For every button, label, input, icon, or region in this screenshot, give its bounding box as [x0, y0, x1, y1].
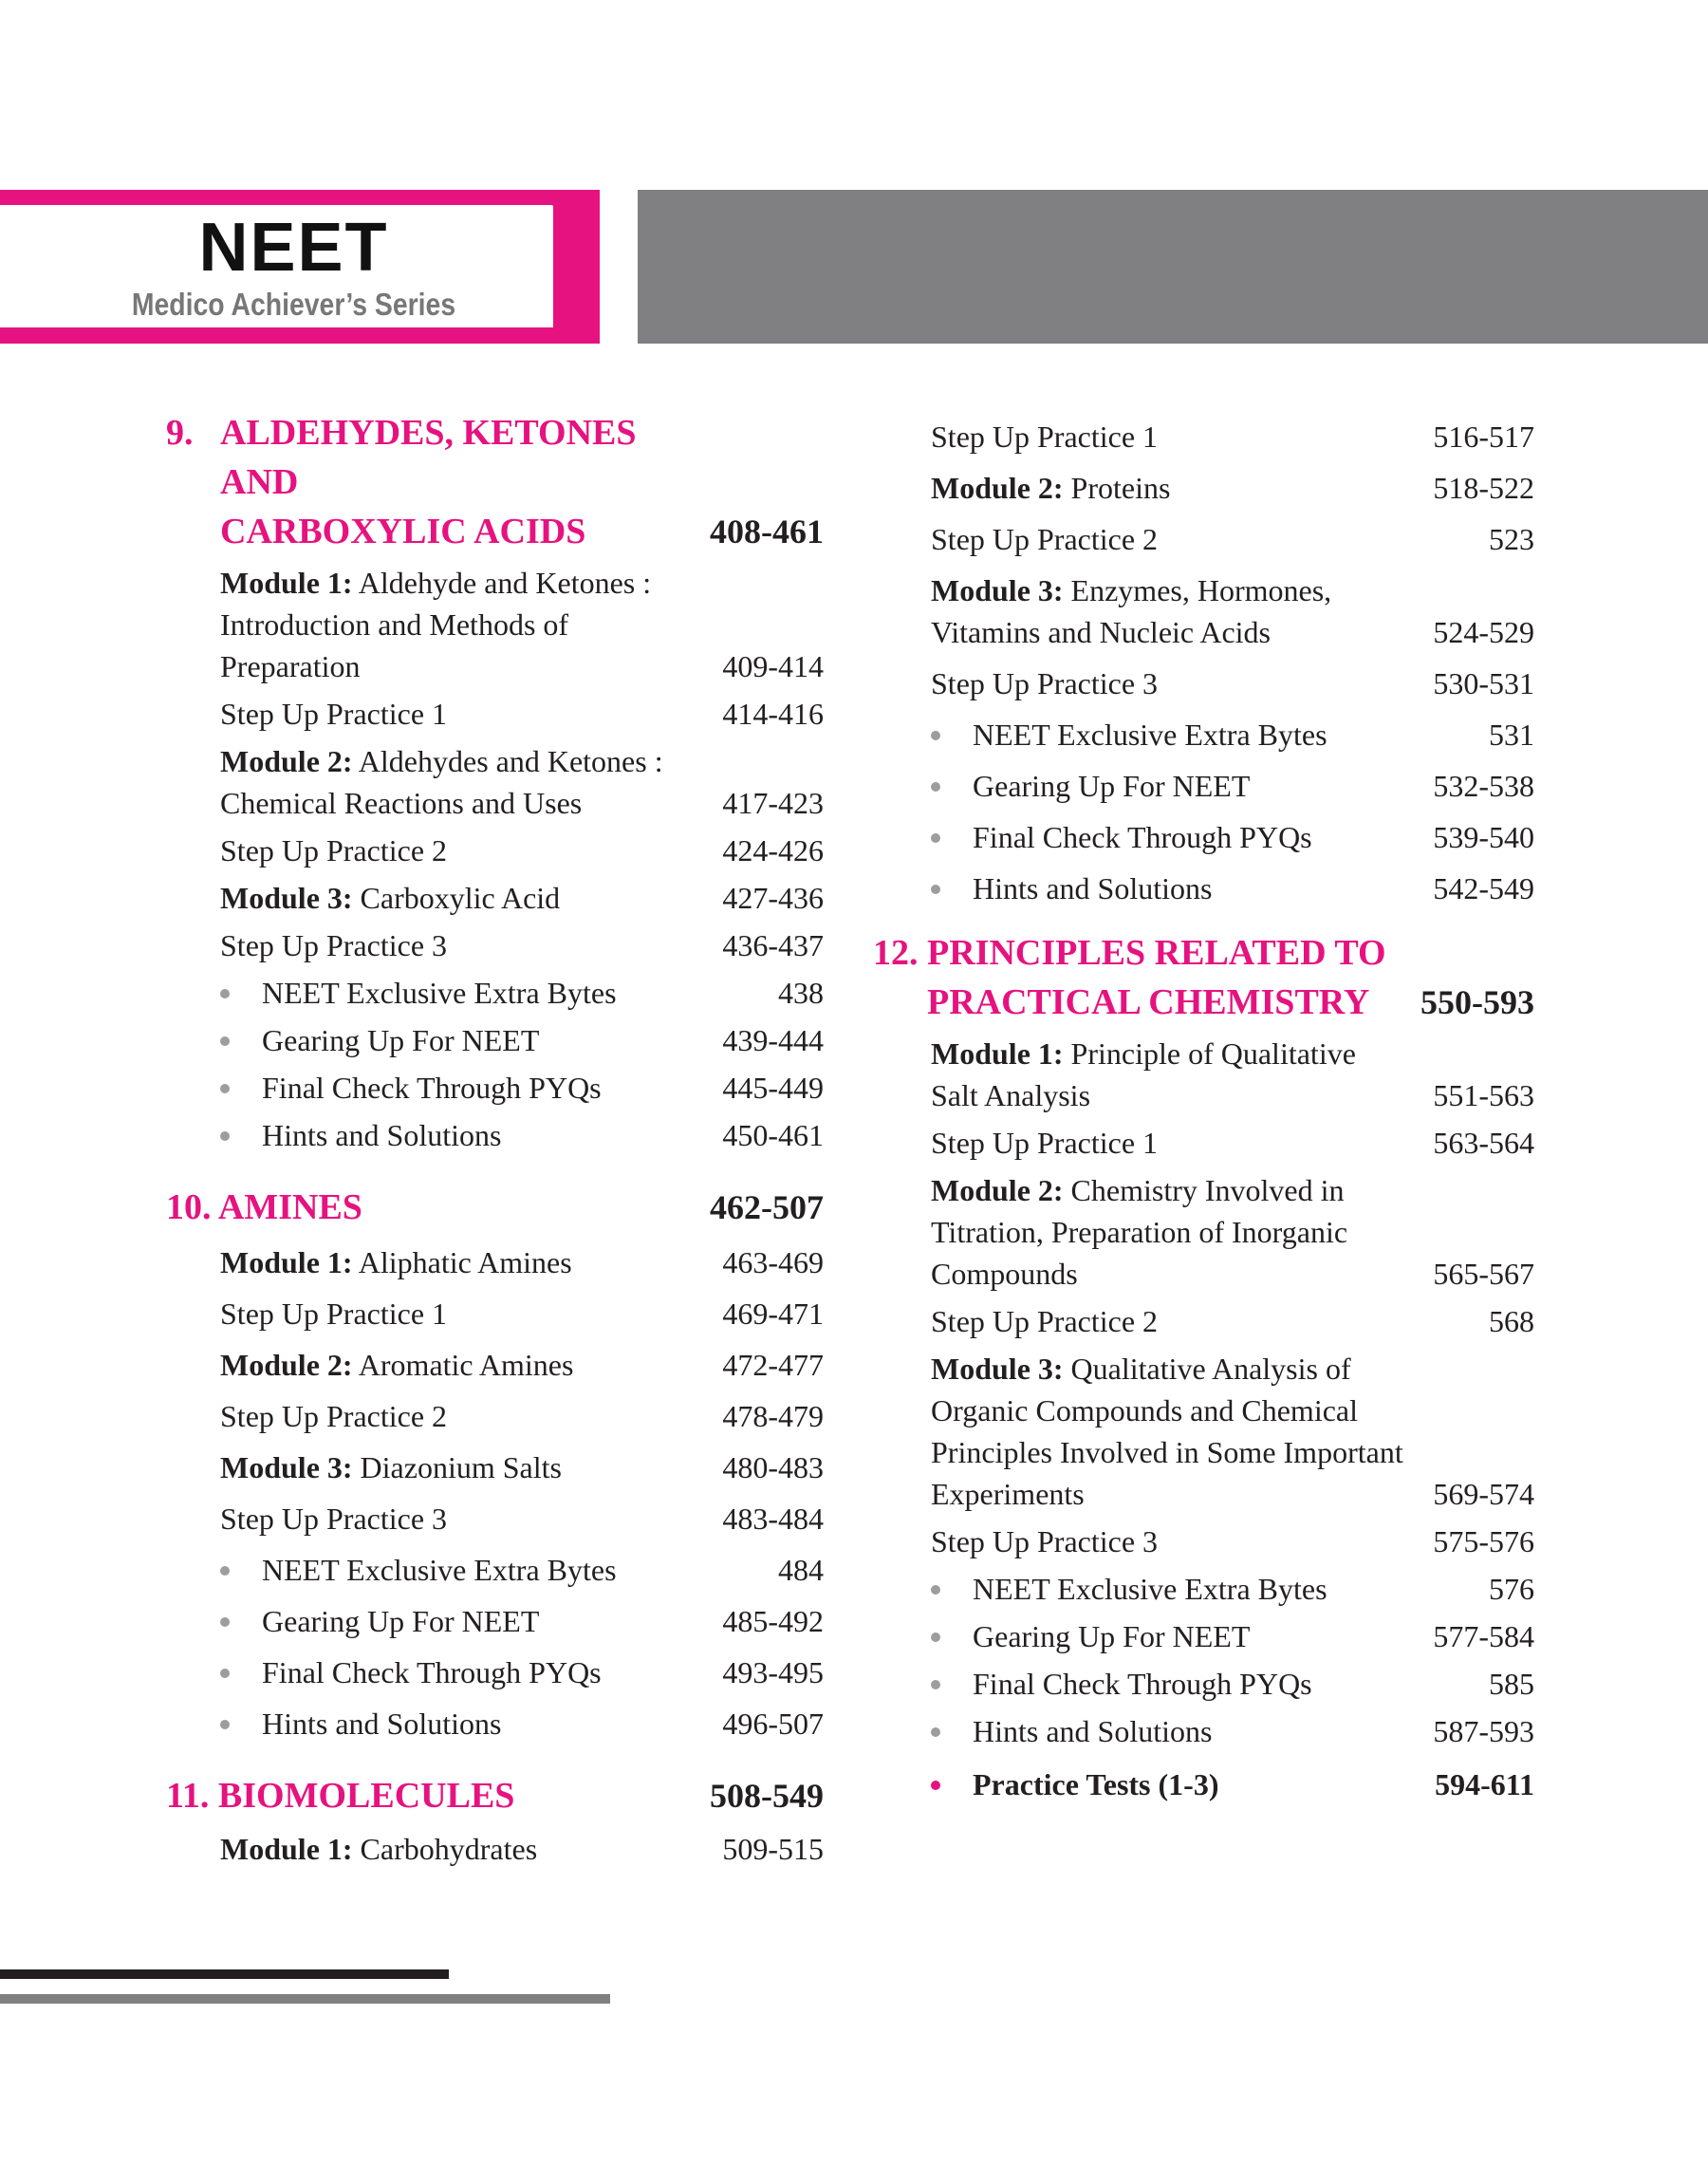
extra-text: Gearing Up For NEET	[973, 1619, 1251, 1653]
extra-item	[220, 1703, 824, 1745]
extra-item	[931, 868, 1534, 909]
module-label: Module 2:	[220, 744, 353, 778]
extra-item	[220, 1651, 824, 1693]
extra-pages: 493-495	[722, 1655, 824, 1689]
entry-text: Qualitative Analysis of Organic Compounds and Chemical Principles Involved in Some Important Experiments	[931, 1352, 1403, 1511]
extra-text: NEET Exclusive Extra Bytes	[973, 718, 1327, 752]
entry-pages: 568	[1489, 1304, 1534, 1338]
extra-pages: 576	[1489, 1572, 1534, 1606]
module-label: Module 2:	[931, 471, 1064, 505]
entry-text: Step Up Practice 2	[220, 833, 448, 868]
toc-entry	[220, 1344, 824, 1386]
toc-entry	[931, 416, 1534, 457]
extra-pages: 587-593	[1433, 1714, 1534, 1748]
entry-text: Aldehyde and Ketones : Introduction and Methods of Preparation	[220, 566, 652, 683]
brand-banner	[0, 190, 600, 344]
entry-text: Step Up Practice 1	[220, 697, 448, 731]
module-label: Module 3:	[931, 1352, 1064, 1386]
entry-text: Step Up Practice 3	[931, 1524, 1159, 1558]
entry-text: Step Up Practice 3	[931, 666, 1159, 700]
entry-pages: 463-469	[722, 1245, 824, 1279]
extra-item	[220, 1067, 824, 1109]
toc-entry	[220, 1395, 824, 1437]
extra-item	[931, 714, 1534, 756]
chapter-number: 11.	[166, 1776, 210, 1816]
entry-pages: 409-414	[722, 649, 824, 683]
chapter-title-line: BIOMOLECULES	[217, 1776, 515, 1816]
toc-entry	[220, 1498, 824, 1539]
toc-entry	[931, 1300, 1534, 1342]
extra-pages: 450-461	[722, 1118, 824, 1152]
chapter-number: 10.	[166, 1187, 212, 1227]
header-grey-band	[638, 190, 1708, 344]
footer-rule-grey	[0, 1994, 610, 2004]
chapter-pages: 508-549	[710, 1777, 824, 1815]
extra-text: NEET Exclusive Extra Bytes	[973, 1572, 1327, 1606]
extra-pages: 439-444	[722, 1023, 824, 1057]
toc-entry	[931, 1122, 1534, 1164]
entry-text: Step Up Practice 3	[220, 1502, 448, 1536]
practice-tests-text: Practice Tests (1-3)	[973, 1767, 1219, 1801]
entry-pages: 472-477	[722, 1348, 824, 1382]
toc-entry	[931, 1348, 1534, 1515]
extra-item	[220, 1114, 824, 1156]
module-label: Module 2:	[931, 1173, 1064, 1207]
extra-text: Hints and Solutions	[973, 871, 1213, 905]
extra-item	[220, 972, 824, 1014]
entry-pages: 565-567	[1433, 1257, 1534, 1291]
toc-entry	[220, 740, 824, 824]
extra-pages: 585	[1489, 1667, 1534, 1701]
toc-entry	[931, 1033, 1534, 1116]
practice-tests-item	[931, 1763, 1534, 1805]
extra-item	[220, 1600, 824, 1642]
entry-text: Step Up Practice 1	[931, 420, 1159, 454]
toc-entry	[931, 467, 1534, 509]
chapter-title-line: CARBOXYLIC ACIDS	[220, 512, 586, 551]
extra-item	[931, 765, 1534, 807]
extra-item	[931, 1615, 1534, 1657]
entry-text: Step Up Practice 2	[931, 522, 1159, 556]
toc-entry	[931, 518, 1534, 560]
module-label: Module 3:	[931, 573, 1064, 607]
chapter-number: 9.	[166, 413, 194, 453]
toc-entry	[220, 1293, 824, 1334]
module-label: Module 1:	[220, 566, 353, 600]
toc-entry	[220, 562, 824, 687]
extra-item	[931, 1568, 1534, 1610]
chapter-title-line: ALDEHYDES, KETONES AND	[220, 413, 637, 502]
toc-entry	[220, 924, 824, 966]
brand-subtitle: Medico Achiever’s Series	[131, 287, 456, 322]
entry-text: Enzymes, Hormones, Vitamins and Nucleic Acids	[931, 573, 1332, 649]
brand-panel	[0, 205, 553, 327]
entry-pages: 516-517	[1433, 420, 1534, 454]
entry-pages: 436-437	[722, 928, 824, 962]
extra-pages: 445-449	[722, 1071, 824, 1105]
toc-entry	[220, 877, 824, 919]
extra-pages: 496-507	[722, 1707, 824, 1741]
entry-pages: 551-563	[1433, 1078, 1534, 1112]
chapter-title-line: AMINES	[217, 1187, 362, 1227]
entry-pages: 480-483	[722, 1450, 824, 1484]
entry-pages: 569-574	[1433, 1477, 1534, 1511]
entry-pages: 424-426	[722, 833, 824, 868]
module-label: Module 2:	[220, 1348, 353, 1382]
toc-entry	[220, 693, 824, 735]
extra-pages: 531	[1489, 718, 1534, 752]
extra-text: Hints and Solutions	[973, 1714, 1213, 1748]
entry-pages: 469-471	[722, 1297, 824, 1331]
toc-entry	[931, 1521, 1534, 1562]
module-label: Module 3:	[220, 881, 353, 915]
extra-text: Gearing Up For NEET	[973, 769, 1251, 803]
toc-entry	[220, 1241, 824, 1283]
toc-entry	[931, 569, 1534, 653]
extra-item	[931, 1710, 1534, 1752]
entry-text: Carboxylic Acid	[352, 881, 561, 915]
practice-tests-pages: 594-611	[1435, 1767, 1534, 1801]
extra-item	[220, 1549, 824, 1591]
extra-text: Hints and Solutions	[262, 1707, 502, 1741]
extra-text: Hints and Solutions	[262, 1118, 502, 1152]
toc-entry	[220, 1828, 824, 1870]
chapter-number: 12.	[873, 933, 919, 973]
extra-item	[931, 816, 1534, 858]
chapter-title-line: PRINCIPLES RELATED TO	[927, 933, 1386, 973]
entry-text: Step Up Practice 1	[220, 1297, 448, 1331]
entry-text: Step Up Practice 2	[220, 1399, 448, 1433]
chapter-heading	[166, 408, 824, 556]
extra-text: Final Check Through PYQs	[973, 820, 1312, 854]
entry-pages: 523	[1489, 522, 1534, 556]
entry-pages: 563-564	[1433, 1126, 1534, 1160]
toc-entry	[220, 1446, 824, 1488]
chapter-heading	[166, 1183, 824, 1232]
module-label: Module 3:	[220, 1450, 353, 1484]
entry-text: Aromatic Amines	[352, 1348, 574, 1382]
module-label: Module 1:	[931, 1036, 1064, 1071]
entry-pages: 524-529	[1433, 615, 1534, 649]
extra-pages: 539-540	[1433, 820, 1534, 854]
extra-text: Final Check Through PYQs	[262, 1071, 602, 1105]
toc-entry	[931, 1169, 1534, 1295]
extra-pages: 485-492	[722, 1604, 824, 1638]
entry-pages: 427-436	[722, 881, 824, 915]
entry-text: Carbohydrates	[352, 1832, 538, 1866]
extra-text: Final Check Through PYQs	[973, 1667, 1312, 1701]
entry-text: Step Up Practice 3	[220, 928, 448, 962]
extra-text: Gearing Up For NEET	[262, 1023, 540, 1057]
entry-text: Step Up Practice 1	[931, 1126, 1159, 1160]
chapter-heading	[166, 1771, 824, 1820]
entry-text: Principle of Qualitative Salt Analysis	[931, 1036, 1356, 1112]
toc-entry	[220, 830, 824, 871]
toc-left-column	[166, 408, 824, 1870]
entry-pages: 575-576	[1433, 1524, 1534, 1558]
extra-text: NEET Exclusive Extra Bytes	[262, 976, 617, 1010]
entry-text: Diazonium Salts	[352, 1450, 562, 1484]
entry-pages: 414-416	[722, 697, 824, 731]
footer-rule-dark	[0, 1969, 449, 1979]
entry-text: Step Up Practice 2	[931, 1304, 1159, 1338]
extra-text: NEET Exclusive Extra Bytes	[262, 1553, 617, 1587]
entry-pages: 509-515	[722, 1832, 824, 1866]
extra-pages: 532-538	[1433, 769, 1534, 803]
extra-item	[931, 1663, 1534, 1705]
extra-text: Final Check Through PYQs	[262, 1655, 602, 1689]
extra-pages: 484	[778, 1553, 824, 1587]
chapter-heading	[873, 928, 1534, 1027]
module-label: Module 1:	[220, 1245, 353, 1279]
chapter-pages: 408-461	[710, 513, 824, 550]
entry-text: Proteins	[1063, 471, 1171, 505]
entry-pages: 478-479	[722, 1399, 824, 1433]
extra-pages: 577-584	[1433, 1619, 1534, 1653]
chapter-pages: 462-507	[710, 1188, 824, 1226]
extra-item	[220, 1019, 824, 1061]
entry-text: Aldehydes and Ketones : Chemical Reactions and Uses	[220, 744, 663, 820]
extra-text: Gearing Up For NEET	[262, 1604, 540, 1638]
entry-pages: 417-423	[722, 786, 824, 820]
entry-pages: 483-484	[722, 1502, 824, 1536]
entry-text: Aliphatic Amines	[352, 1245, 572, 1279]
entry-text: Chemistry Involved in Titration, Preparation of Inorganic Compounds	[931, 1173, 1348, 1291]
chapter-title-line: PRACTICAL CHEMISTRY	[927, 982, 1370, 1022]
extra-pages: 542-549	[1433, 871, 1534, 905]
entry-pages: 518-522	[1433, 471, 1534, 505]
toc-right-column	[873, 416, 1534, 1805]
extra-pages: 438	[778, 976, 824, 1010]
entry-pages: 530-531	[1433, 666, 1534, 700]
toc-entry	[931, 662, 1534, 704]
chapter-pages: 550-593	[1420, 983, 1534, 1021]
brand-title: NEET	[198, 210, 389, 286]
module-label: Module 1:	[220, 1832, 353, 1866]
